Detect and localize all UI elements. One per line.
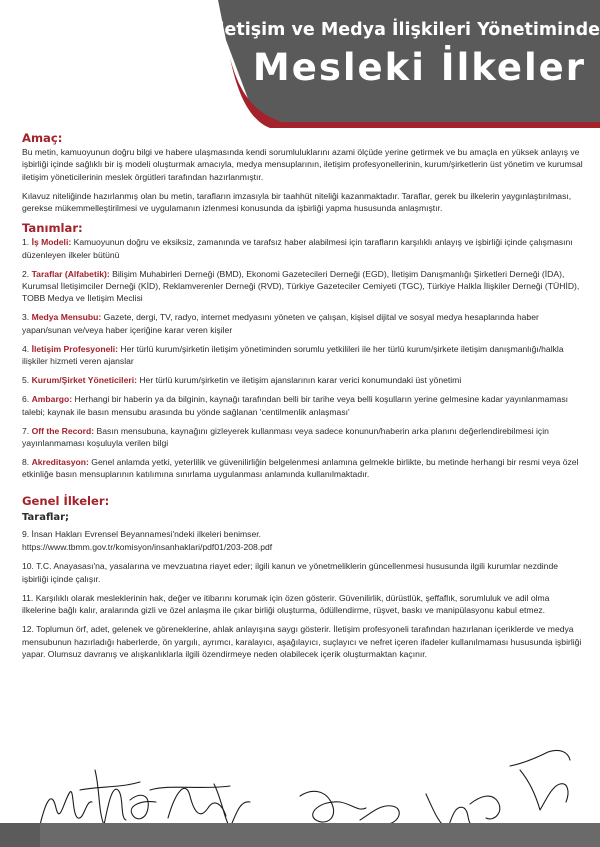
principle-item: 10. T.C. Anayasası'na, yasalarına ve mevzuatına riayet eder; ilgili kanun ve yönetmeliklerin güncellenmesi hususunda ilgili kurumlar nezdinde işbirliği içinde çalışır.: [22, 561, 559, 584]
definition-item: 7. Off the Record: Basın mensubuna, kaynağını gizleyerek kullanması veya sadece konunun/haberin arka planını değerlendirebilmesi için yayınlanmaması koşuluyla verilen bilgi: [22, 425, 549, 449]
section-heading-genel: Genel İlkeler:: [22, 493, 110, 508]
definition-term: Taraflar (Alfabetik):: [31, 268, 110, 279]
principle-link[interactable]: https://www.tbmm.gov.tr/komisyon/insanhaklari/pdf01/203-208.pdf: [22, 542, 273, 553]
definition-item: 8. Akreditasyon: Genel anlamda yetki, yeterlilik ve güvenilirliğin belgelenmesi anlamına gelmekle birlikte, bu metinde herhangi bir resmi veya özel etkinliğe basın mensuplarının katılımına sınırlama uygulanması anlamında kullanılmaktadır.: [22, 457, 579, 480]
principle-item: 12. Toplumun örf, adet, gelenek ve göreneklerine, ahlak anlayışına saygı gösterir. İletişim profesyoneli tarafından hazırlanan içeriklerde ve medya mensubunun hazırladığı haberlerde, ön yargılı, ayrımcı, karalayıcı, aşağılayıcı, suçlayıcı ve nefret içeren ifadeler kullanılmaması hususunda işbirliği yapar. Olumsuz davranış ve alışkanlıklarla ilgili özendirmeye neden olabilecek içerik oluşturmaktan kaçınır.: [22, 624, 582, 659]
amac-paragraph-1: Bu metin, kamuoyunun doğru bilgi ve habere ulaşmasında kendi sorumluluklarını azami ölçüde yerine getirmek ve bu amaçla en yüksek anlayış ve işbirliği içinde sağlıklı bir iş modeli oluşturmak amacıyla, medya mensuplarının, iletişim profesyonellerinin, kurum/şirketlerin üst yönetim ve kurumsal iletişim yöneticilerinin meslek örgütleri tarafından hazırlanmıştır.: [22, 147, 583, 182]
definition-term: İş Modeli:: [31, 237, 72, 248]
definition-term: İletişim Profesyoneli:: [31, 343, 119, 354]
definition-term: Akreditasyon:: [31, 457, 89, 468]
principle-item: 11. Karşılıklı olarak mesleklerinin hak, değer ve itibarını korumak için özen gösterir. Güvenilirlik, dürüstlük, şeffaflık, sorumluluk ve adil olma ilkelerine bağlı kalır, aralarında gizli ve özel anlaşma ile çıkar birliği oluşturma, ödüllendirme, rüşvet, baskı ve manipülasyonu kabul etmez.: [22, 592, 550, 616]
definition-item: 3. Medya Mensubu: Gazete, dergi, TV, radyo, internet medyasını yöneten ve çalışan, kişisel dijital ve sosyal medya hesaplarında haber yapan/sunan ve/veya haber içeriğine karar veren kişiler: [22, 312, 539, 335]
principle-item: 9. İnsan Hakları Evrensel Beyannamesi'ndeki ilkeleri benimser.: [22, 528, 262, 539]
definition-term: Medya Mensubu:: [31, 312, 102, 323]
section-heading-tanimlar: Tanımlar:: [22, 221, 83, 236]
footer-band-inner: [40, 823, 600, 847]
amac-paragraph-2: Kılavuz niteliğinde hazırlanmış olan bu metin, tarafların imzasıyla bir taahhüt niteliği kazanmaktadır. Taraflar, gerek bu ilkelerin yaygınlaştırılması, gerekse mükemmelleştirilmesi ve uygulamanın izlenmesi konusunda da işbirliği yapma hususunda anlaşmıştır.: [22, 190, 572, 214]
subheading-taraflar: Taraflar;: [22, 511, 70, 523]
page-title: Mesleki İlkeler: [252, 46, 586, 89]
definition-item: 2. Taraflar (Alfabetik): Bilişim Muhabirleri Derneği (BMD), Ekonomi Gazetecileri Derneği (EGD), İletişim Danışmanlığı Şirketleri Derneği (İDA), Kurumsal İletişimciler Derneği (KİD), Reklamverenler Derneği (RVD), Türkiye Gazeteciler Cemiyeti (TGC), Türkiye Halkla İlişkiler Derneği (TÜHİD), TOBB Medya ve İletişim Meclisi: [22, 268, 580, 304]
definition-item: 1. İş Modeli: Kamuoyunun doğru ve eksiksiz, zamanında ve tarafsız haber alabilmesi için tarafların karşılıklı anlayış ve işbirliği içinde çalışmasını düzenleyen ilkeler bütünü: [22, 237, 573, 260]
definition-term: Ambargo:: [31, 394, 73, 405]
definition-item: 4. İletişim Profesyoneli: Her türlü kurum/şirketin iletişim yönetiminden sorumlu yetkilileri ile her türlü kurum/şirkete iletişim danışmanlığı/halkla ilişkiler hizmeti veren ajanslar: [22, 343, 564, 367]
document-body: [22, 131, 584, 667]
section-heading-amac: Amaç:: [22, 131, 63, 145]
header-subtitle: İletişim ve Medya İlişkileri Yönetiminde: [212, 20, 600, 40]
definition-term: Off the Record:: [31, 425, 95, 436]
header-band: [0, 0, 600, 128]
definition-item: 6. Ambargo: Herhangi bir haberin ya da bilginin, kaynağı tarafından belli bir tarihe veya belli koşulların yerine gelmesine kadar yayınlanmaması talebi; kaynak ile basın mensubu arasında bu yönde sağlanan 'centilmenlik anlaşması': [22, 394, 569, 417]
definition-item: 5. Kurum/Şirket Yöneticileri: Her türlü kurum/şirketin ve iletişim ajanslarının karar verici konumundaki üst yönetimi: [22, 375, 462, 386]
footer-band: [0, 823, 600, 847]
definition-term: Kurum/Şirket Yöneticileri:: [31, 375, 137, 386]
